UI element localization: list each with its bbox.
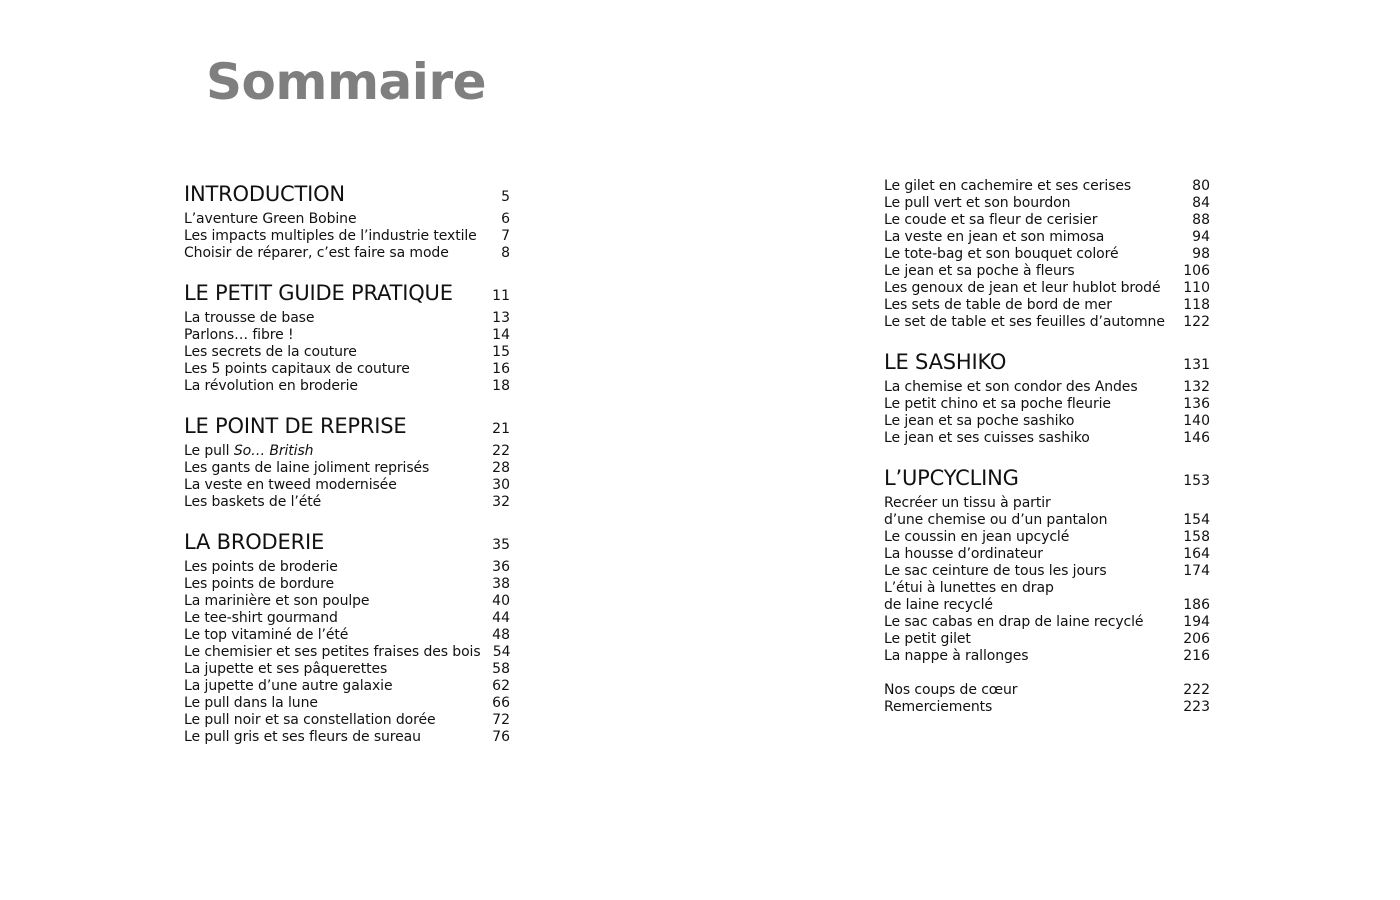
toc-entry[interactable] (884, 529, 1210, 546)
entry-title: La révolution en broderie (184, 378, 358, 394)
entry-page-number: 54 (492, 644, 511, 660)
toc-entry[interactable] (184, 228, 510, 245)
entry-page-number: 72 (492, 712, 510, 728)
toc-entry[interactable] (184, 443, 510, 460)
section-page-number: 11 (492, 288, 510, 304)
entry-title: Les sets de table de bord de mer (884, 297, 1112, 313)
toc-left-column (184, 177, 510, 746)
section-title: L’UPCYCLING (884, 466, 1019, 490)
entry-page-number: 13 (492, 310, 510, 326)
toc-right-column (884, 178, 1210, 716)
toc-entry[interactable] (184, 327, 510, 344)
entry-title: Les gants de laine joliment reprisés (184, 460, 430, 476)
section-title: INTRODUCTION (184, 182, 345, 206)
entry-title: de laine recyclé (884, 597, 993, 613)
toc-entry[interactable] (884, 195, 1210, 212)
entry-page-number: 164 (1183, 546, 1210, 562)
entry-page-number: 186 (1183, 597, 1210, 613)
entry-page-number: 38 (492, 576, 510, 592)
entry-title: La jupette et ses pâquerettes (184, 661, 388, 677)
entry-title: La trousse de base (184, 310, 315, 326)
section-title: LA BRODERIE (184, 530, 325, 554)
toc-entry[interactable] (884, 682, 1210, 699)
section-title: LE PETIT GUIDE PRATIQUE (184, 281, 453, 305)
toc-entry[interactable] (184, 610, 510, 627)
entry-page-number: 206 (1183, 631, 1210, 647)
entry-page-number: 94 (1192, 229, 1210, 245)
toc-entry[interactable] (184, 593, 510, 610)
toc-section-guide-pratique (184, 276, 510, 395)
section-heading-row[interactable] (184, 276, 510, 306)
entry-page-number: 98 (1192, 246, 1210, 262)
toc-section-upcycling (884, 461, 1210, 665)
entry-page-number: 223 (1183, 699, 1210, 715)
entry-title: Le gilet en cachemire et ses cerises (884, 178, 1132, 194)
toc-entry[interactable] (184, 678, 510, 695)
entry-title: Les 5 points capitaux de couture (184, 361, 410, 377)
section-heading-row[interactable] (184, 177, 510, 207)
entry-title: La nappe à rallonges (884, 648, 1029, 664)
toc-entry[interactable] (184, 695, 510, 712)
entry-page-number: 158 (1183, 529, 1210, 545)
entry-title: Le coussin en jean upcyclé (884, 529, 1070, 545)
entry-title: Les points de bordure (184, 576, 334, 592)
toc-entry[interactable] (884, 229, 1210, 246)
section-spacer (884, 447, 1210, 461)
toc-entry[interactable] (884, 396, 1210, 413)
entry-page-number: 14 (492, 327, 510, 343)
section-spacer (184, 395, 510, 409)
section-title: LE SASHIKO (884, 350, 1007, 374)
entry-page-number: 136 (1183, 396, 1210, 412)
toc-section-broderie-continued (884, 178, 1210, 331)
entry-page-number: 28 (492, 460, 510, 476)
toc-entry[interactable] (884, 512, 1210, 529)
entry-page-number: 16 (492, 361, 510, 377)
entry-title: Parlons… fibre ! (184, 327, 294, 343)
toc-entry[interactable] (884, 648, 1210, 665)
entry-page-number: 106 (1183, 263, 1210, 279)
entry-page-number: 30 (492, 477, 510, 493)
section-page-number: 153 (1183, 473, 1210, 489)
section-page-number: 5 (501, 189, 510, 205)
entry-title: Le petit gilet (884, 631, 971, 647)
entry-page-number: 66 (492, 695, 510, 711)
entry-page-number: 62 (492, 678, 510, 694)
toc-entry[interactable] (884, 178, 1210, 195)
entry-title: Le petit chino et sa poche fleurie (884, 396, 1111, 412)
entry-page-number: 216 (1183, 648, 1210, 664)
entry-title: La marinière et son poulpe (184, 593, 370, 609)
entry-title: Le pull dans la lune (184, 695, 318, 711)
entry-page-number: 6 (501, 211, 510, 227)
toc-entry[interactable] (184, 361, 510, 378)
toc-entry[interactable] (184, 494, 510, 511)
entry-title: Le pull gris et ses fleurs de sureau (184, 729, 421, 745)
entry-page-number: 76 (492, 729, 510, 745)
toc-entry[interactable] (184, 712, 510, 729)
entry-page-number: 36 (492, 559, 510, 575)
toc-entry[interactable] (884, 379, 1210, 396)
entry-title: Recréer un tissu à partir (884, 495, 1051, 511)
toc-entry[interactable] (884, 246, 1210, 263)
entry-title: d’une chemise ou d’un pantalon (884, 512, 1108, 528)
entry-page-number: 118 (1183, 297, 1210, 313)
section-page-number: 35 (492, 537, 510, 553)
toc-entry[interactable] (184, 661, 510, 678)
toc-entry[interactable] (884, 263, 1210, 280)
entry-title-prefix: Le pull (184, 443, 234, 459)
entry-title: Le tote-bag et son bouquet coloré (884, 246, 1119, 262)
toc-entry[interactable] (884, 631, 1210, 648)
entry-title: Le jean et sa poche sashiko (884, 413, 1075, 429)
entry-title: Le set de table et ses feuilles d’automne (884, 314, 1165, 330)
toc-section-closing (884, 682, 1210, 716)
toc-entry[interactable] (184, 644, 510, 661)
entry-title: Le pull noir et sa constellation dorée (184, 712, 436, 728)
entry-title: Le sac cabas en drap de laine recyclé (884, 614, 1144, 630)
entry-title: Le tee-shirt gourmand (184, 610, 338, 626)
page-title: Sommaire (206, 53, 487, 111)
entry-page-number: 174 (1183, 563, 1210, 579)
toc-entry[interactable] (184, 477, 510, 494)
toc-entry[interactable] (184, 245, 510, 262)
toc-entry[interactable] (884, 699, 1210, 716)
entry-page-number: 88 (1192, 212, 1210, 228)
toc-entry[interactable] (884, 212, 1210, 229)
section-page-number: 131 (1183, 357, 1210, 373)
entry-title: Les baskets de l’été (184, 494, 322, 510)
toc-section-broderie (184, 525, 510, 746)
entry-page-number: 18 (492, 378, 510, 394)
entry-page-number: 8 (501, 245, 510, 261)
section-heading-row[interactable] (884, 461, 1210, 491)
toc-entry[interactable] (184, 310, 510, 327)
entry-page-number: 48 (492, 627, 510, 643)
toc-entry[interactable] (884, 563, 1210, 580)
toc-entry[interactable] (884, 413, 1210, 430)
section-spacer (884, 331, 1210, 345)
toc-entry[interactable] (184, 576, 510, 593)
entry-title: Les secrets de la couture (184, 344, 357, 360)
section-heading-row[interactable] (184, 525, 510, 555)
toc-section-point-de-reprise (184, 409, 510, 511)
entry-title-italic: So… British (233, 443, 314, 459)
toc-entry[interactable] (884, 297, 1210, 314)
entry-title: La veste en tweed modernisée (184, 477, 397, 493)
entry-title: Le coude et sa fleur de cerisier (884, 212, 1098, 228)
toc-entry[interactable] (184, 729, 510, 746)
entry-title: Les points de broderie (184, 559, 338, 575)
toc-entry[interactable] (184, 344, 510, 361)
toc-entry[interactable] (884, 495, 1210, 512)
toc-entry[interactable] (884, 314, 1210, 331)
entry-title: Les genoux de jean et leur hublot brodé (884, 280, 1161, 296)
entry-title: Nos coups de cœur (884, 682, 1018, 698)
entry-page-number: 22 (492, 443, 510, 459)
entry-page-number: 58 (492, 661, 510, 677)
entry-page-number: 15 (492, 344, 510, 360)
entry-title: Remerciements (884, 699, 993, 715)
toc-section-sashiko (884, 345, 1210, 447)
entry-title: La chemise et son condor des Andes (884, 379, 1138, 395)
entry-title: Le pull vert et son bourdon (884, 195, 1071, 211)
entry-page-number: 194 (1183, 614, 1210, 630)
entry-page-number: 140 (1183, 413, 1210, 429)
entry-title: L’étui à lunettes en drap (884, 580, 1054, 596)
entry-title: Choisir de réparer, c’est faire sa mode (184, 245, 449, 261)
entry-title: Le sac ceinture de tous les jours (884, 563, 1107, 579)
section-spacer (184, 262, 510, 276)
toc-entry[interactable] (184, 559, 510, 576)
toc-entry[interactable] (884, 430, 1210, 447)
toc-entry[interactable] (184, 460, 510, 477)
section-title: LE POINT DE REPRISE (184, 414, 407, 438)
entry-page-number: 84 (1192, 195, 1210, 211)
toc-entry[interactable] (184, 378, 510, 395)
entry-page-number: 44 (492, 610, 510, 626)
section-page-number: 21 (492, 421, 510, 437)
entry-page-number: 80 (1192, 178, 1210, 194)
toc-entry[interactable] (884, 597, 1210, 614)
entry-title: Le jean et sa poche à fleurs (884, 263, 1075, 279)
toc-entry[interactable] (184, 627, 510, 644)
section-heading-row[interactable] (884, 345, 1210, 375)
entry-page-number: 110 (1183, 280, 1210, 296)
entry-title: Les impacts multiples de l’industrie textile (184, 228, 477, 244)
entry-title (184, 443, 313, 460)
entry-title: La veste en jean et son mimosa (884, 229, 1105, 245)
section-spacer (884, 665, 1210, 682)
entry-page-number: 40 (492, 593, 510, 609)
entry-page-number: 132 (1183, 379, 1210, 395)
entry-title: L’aventure Green Bobine (184, 211, 357, 227)
section-spacer (184, 511, 510, 525)
entry-title: La jupette d’une autre galaxie (184, 678, 393, 694)
entry-title: La housse d’ordinateur (884, 546, 1043, 562)
toc-entry[interactable] (184, 211, 510, 228)
entry-page-number: 7 (501, 228, 510, 244)
entry-title: Le jean et ses cuisses sashiko (884, 430, 1090, 446)
toc-section-introduction (184, 177, 510, 262)
entry-page-number: 32 (492, 494, 510, 510)
toc-entry[interactable] (884, 546, 1210, 563)
entry-page-number: 122 (1183, 314, 1210, 330)
toc-entry[interactable] (884, 614, 1210, 631)
entry-title: Le chemisier et ses petites fraises des bois (184, 644, 481, 660)
toc-entry[interactable] (884, 580, 1210, 597)
entry-page-number: 154 (1183, 512, 1210, 528)
entry-page-number: 146 (1183, 430, 1210, 446)
entry-title: Le top vitaminé de l’été (184, 627, 349, 643)
entry-page-number: 222 (1183, 682, 1210, 698)
toc-entry[interactable] (884, 280, 1210, 297)
section-heading-row[interactable] (184, 409, 510, 439)
